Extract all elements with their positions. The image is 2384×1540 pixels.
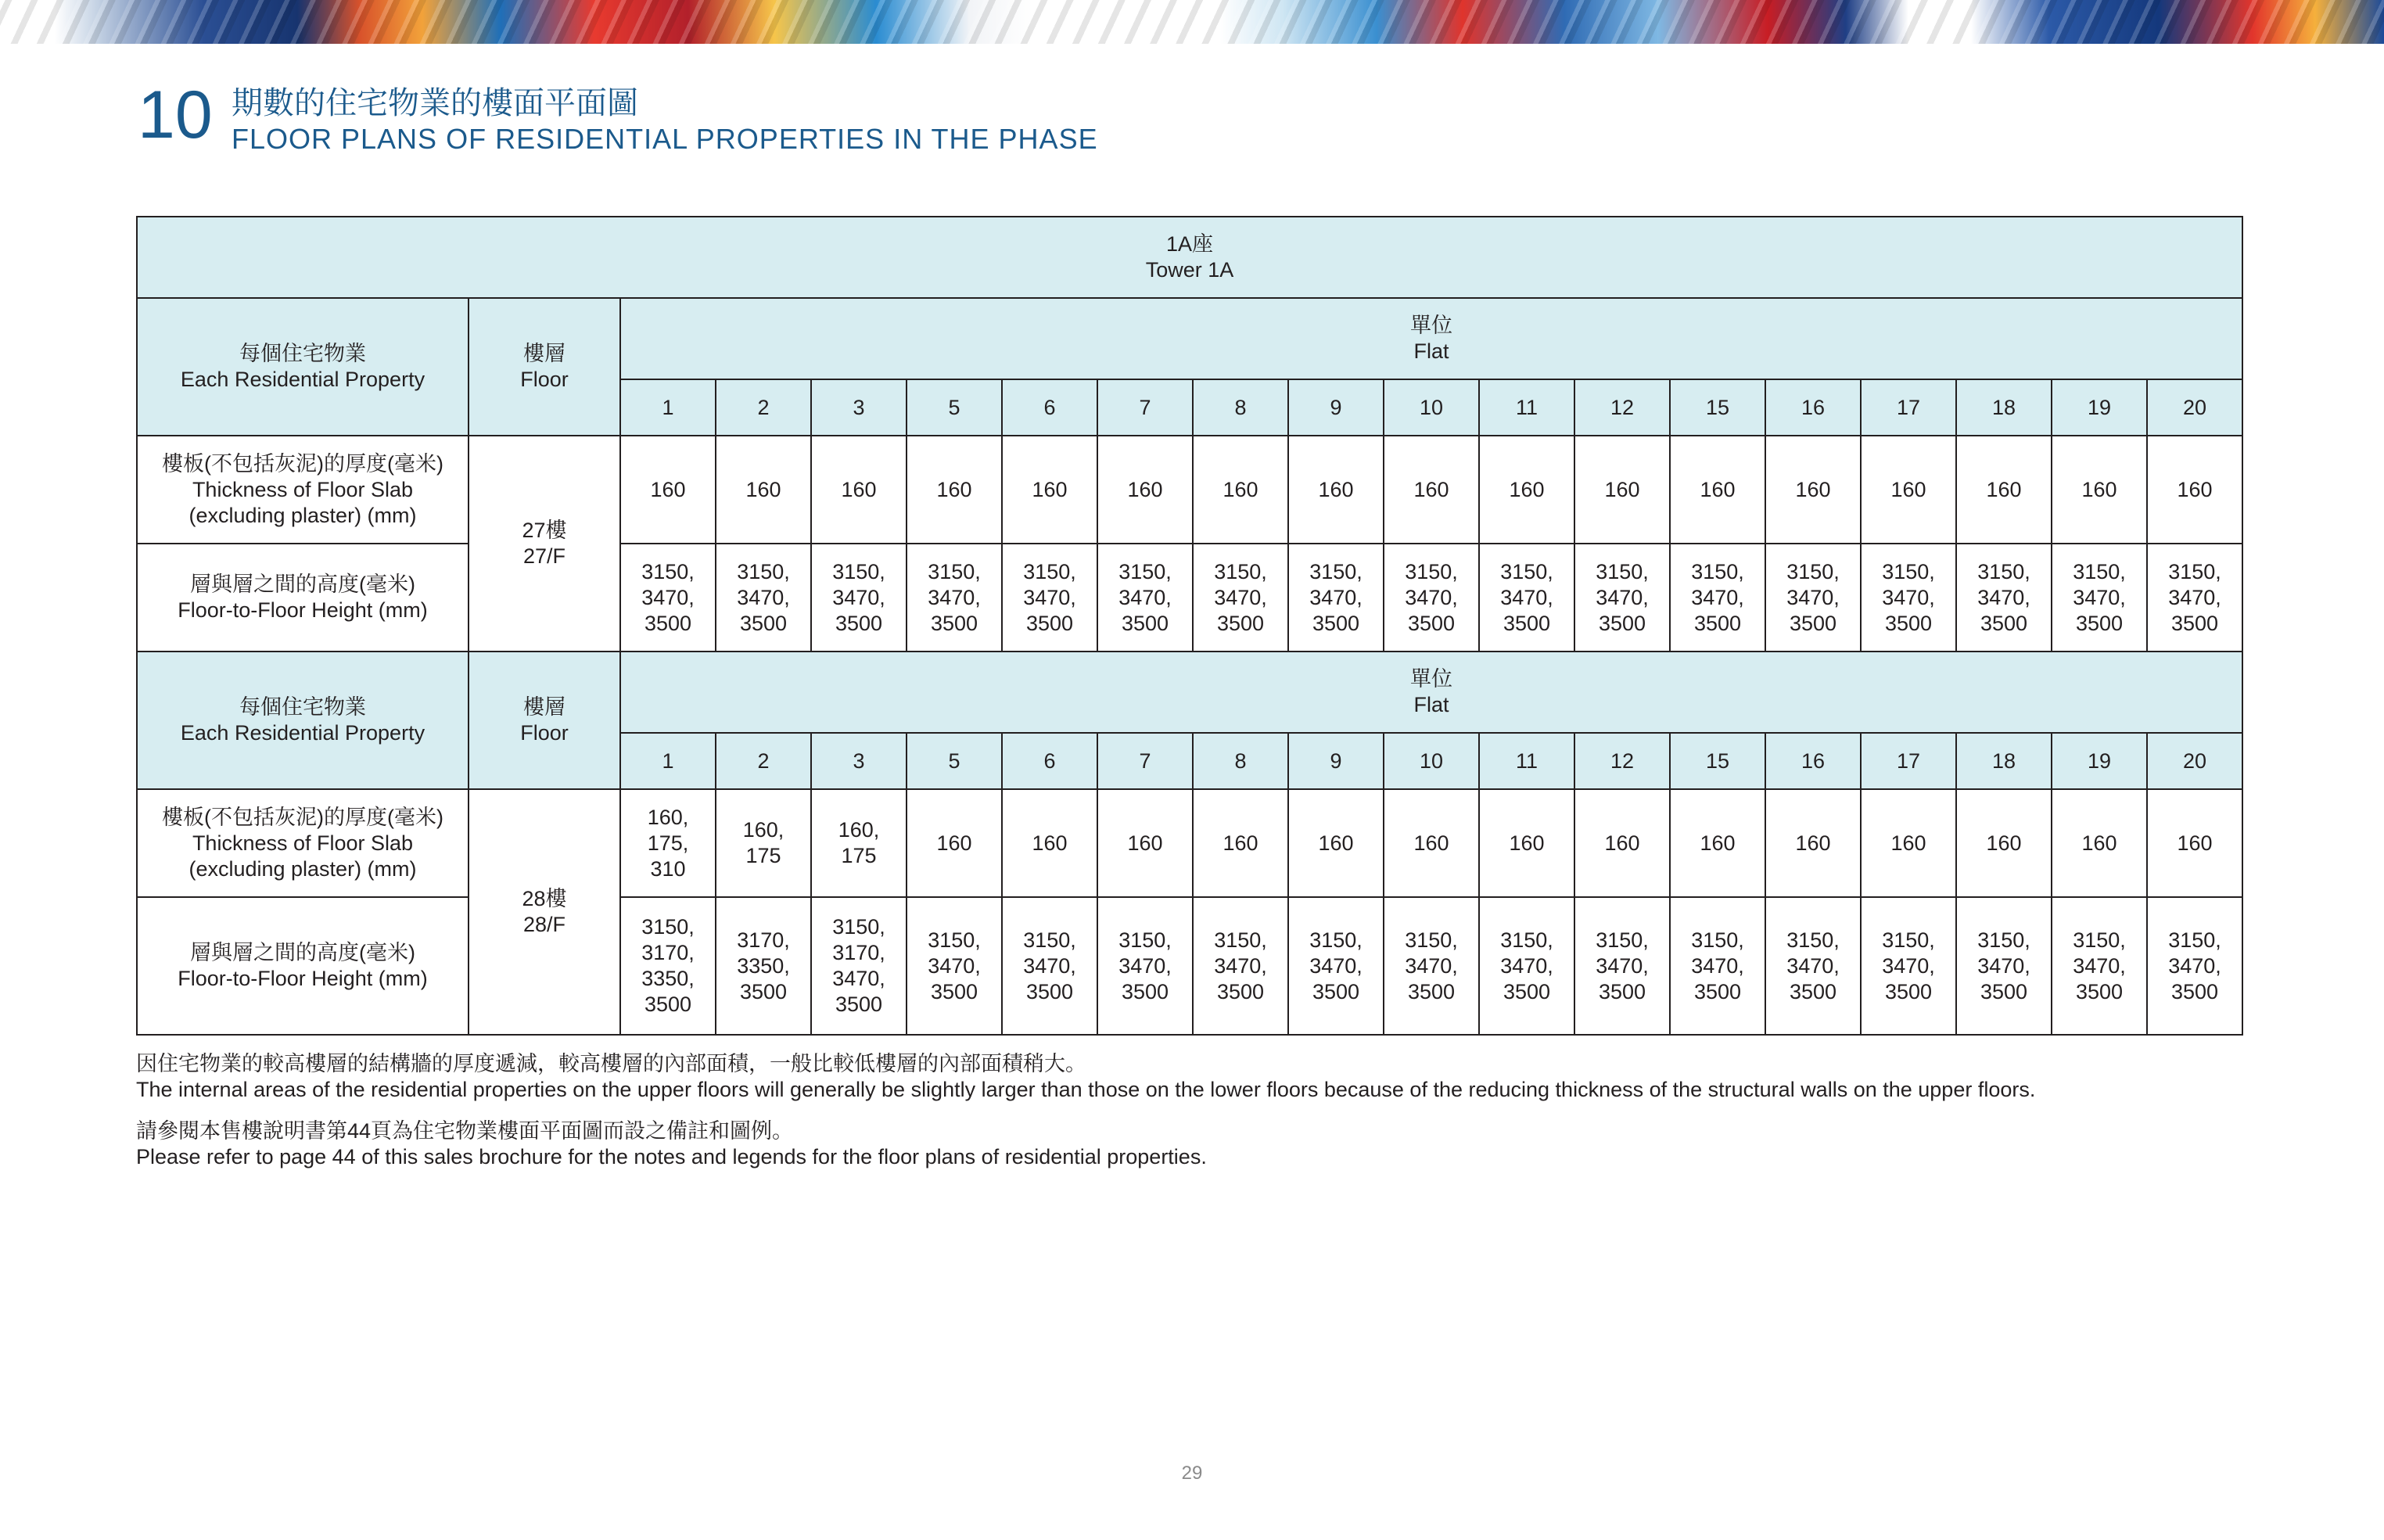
floor-height-cell: 3150, 3470, 3500 <box>907 544 1002 652</box>
note-2-en: Please refer to page 44 of this sales brochure for the notes and legends for the floor plans of residential properties. <box>136 1145 1207 1168</box>
slab-thickness-cell: 160 <box>1670 436 1765 544</box>
flat-number-header: 20 <box>2147 379 2242 436</box>
slab-thickness-cell: 160, 175, 310 <box>620 789 716 897</box>
slab-thickness-cell: 160 <box>1861 436 1956 544</box>
flat-number-header: 20 <box>2147 733 2242 789</box>
flat-number-header: 5 <box>907 379 1002 436</box>
page-title-chinese: 期數的住宅物業的樓面平面圖 <box>232 86 638 120</box>
slab-thickness-cell: 160 <box>1574 789 1670 897</box>
floor-cell <box>469 789 620 1035</box>
slab-thickness-cell: 160 <box>1002 436 1097 544</box>
flat-number-header: 17 <box>1861 733 1956 789</box>
floor-height-cell: 3150, 3470, 3500 <box>1097 544 1193 652</box>
floor-height-cell: 3150, 3470, 3500 <box>1479 897 1574 1035</box>
note-2-zh: 請參閱本售樓說明書第44頁為住宅物業樓面平面圖而設之備註和圖例。 <box>136 1119 794 1143</box>
floor-height-cell: 3150, 3470, 3500 <box>1479 544 1574 652</box>
slab-thickness-cell: 160 <box>620 436 716 544</box>
floor-height-cell: 3150, 3470, 3500 <box>1097 897 1193 1035</box>
slab-thickness-cell: 160 <box>1384 436 1479 544</box>
slab-thickness-cell: 160 <box>1097 436 1193 544</box>
height-label-en: Floor-to-Floor Height (mm) <box>178 967 428 990</box>
slab-label-en-1: Thickness of Floor Slab <box>192 477 414 501</box>
slab-thickness-cell: 160 <box>907 436 1002 544</box>
floor-height-cell: 3150, 3470, 3500 <box>1574 897 1670 1035</box>
slab-thickness-cell: 160 <box>1288 436 1384 544</box>
flat-number-header: 11 <box>1479 379 1574 436</box>
slab-thickness-cell: 160 <box>1193 436 1288 544</box>
floor-plan-table <box>136 216 2243 1036</box>
table-row <box>137 436 2242 544</box>
note-1-en: The internal areas of the residential properties on the upper floors will generally be slightly larger than those on the lower floors because of the reducing thickness of the structural walls on the upper floors. <box>136 1078 2036 1101</box>
page-title-english: FLOOR PLANS OF RESIDENTIAL PROPERTIES IN THE PHASE <box>232 123 1098 155</box>
slab-thickness-cell: 160 <box>2147 789 2242 897</box>
header-property-label-en: Each Residential Property <box>180 721 425 745</box>
floor-height-cell: 3150, 3470, 3500 <box>1384 544 1479 652</box>
header-floor <box>469 652 620 789</box>
flat-number-header: 5 <box>907 733 1002 789</box>
flat-number-header: 16 <box>1765 379 1861 436</box>
flat-number-header: 9 <box>1288 379 1384 436</box>
floor-height-cell: 3150, 3470, 3500 <box>1288 897 1384 1035</box>
note-internal-areas <box>136 1051 2248 1103</box>
floor-height-cell: 3150, 3470, 3500 <box>1956 897 2052 1035</box>
slab-thickness-cell: 160 <box>1670 789 1765 897</box>
tower-label-zh: 1A座 <box>1165 232 1214 256</box>
slab-thickness-cell: 160 <box>2147 436 2242 544</box>
row-label-slab <box>137 436 469 544</box>
flat-number-header: 8 <box>1193 733 1288 789</box>
flat-number-header: 2 <box>716 379 811 436</box>
floor-height-cell: 3150, 3470, 3500 <box>2147 897 2242 1035</box>
header-property-label-zh: 每個住宅物業 <box>239 695 366 719</box>
slab-thickness-cell: 160 <box>1288 789 1384 897</box>
floor-height-cell: 3150, 3470, 3500 <box>907 897 1002 1035</box>
slab-thickness-cell: 160, 175 <box>716 789 811 897</box>
floor-height-cell: 3150, 3470, 3500 <box>2052 544 2147 652</box>
floor-height-cell: 3150, 3170, 3350, 3500 <box>620 897 716 1035</box>
section-number: 10 <box>138 77 213 153</box>
floor-height-cell: 3150, 3470, 3500 <box>1861 897 1956 1035</box>
floor-height-cell: 3150, 3470, 3500 <box>1002 897 1097 1035</box>
slab-thickness-cell: 160 <box>1479 789 1574 897</box>
floor-height-cell: 3150, 3470, 3500 <box>1193 544 1288 652</box>
slab-thickness-cell: 160 <box>907 789 1002 897</box>
table-row <box>137 897 2242 1035</box>
decorative-banner <box>0 0 2384 44</box>
floor-height-cell: 3150, 3470, 3500 <box>1956 544 2052 652</box>
floor-height-cell: 3150, 3470, 3500 <box>1765 544 1861 652</box>
notes <box>136 1051 2248 1186</box>
row-label-height <box>137 544 469 652</box>
slab-label-en-2: (excluding plaster) (mm) <box>188 503 417 527</box>
floor-label-zh: 28樓 <box>522 887 567 910</box>
floor-label-en: 28/F <box>522 913 566 936</box>
header-property <box>137 652 469 789</box>
header-property-label-en: Each Residential Property <box>180 368 425 391</box>
flat-number-header: 11 <box>1479 733 1574 789</box>
slab-label-zh: 樓板(不包括灰泥)的厚度(毫米) <box>162 805 443 829</box>
floor-height-cell: 3150, 3470, 3500 <box>1002 544 1097 652</box>
flat-number-header: 12 <box>1574 733 1670 789</box>
header-flat <box>620 652 2242 733</box>
flat-number-header: 6 <box>1002 733 1097 789</box>
floor-height-cell: 3150, 3470, 3500 <box>1574 544 1670 652</box>
floor-height-cell: 3150, 3470, 3500 <box>620 544 716 652</box>
flat-number-header: 18 <box>1956 733 2052 789</box>
slab-thickness-cell: 160 <box>1861 789 1956 897</box>
flat-number-header: 19 <box>2052 733 2147 789</box>
flat-number-header: 6 <box>1002 379 1097 436</box>
height-label-zh: 層與層之間的高度(毫米) <box>190 573 415 596</box>
slab-thickness-cell: 160 <box>1574 436 1670 544</box>
slab-thickness-cell: 160 <box>1765 789 1861 897</box>
flat-number-header: 2 <box>716 733 811 789</box>
header-flat-label-en: Flat <box>1413 693 1449 716</box>
height-label-zh: 層與層之間的高度(毫米) <box>190 941 415 964</box>
header-flat-label-zh: 單位 <box>1410 667 1452 691</box>
table-row <box>137 544 2242 652</box>
flat-number-header: 7 <box>1097 733 1193 789</box>
height-label-en: Floor-to-Floor Height (mm) <box>178 598 428 622</box>
floor-cell <box>469 436 620 652</box>
floor-height-cell: 3150, 3470, 3500 <box>1193 897 1288 1035</box>
floor-label-en: 27/F <box>522 544 566 568</box>
header-property <box>137 298 469 436</box>
floor-height-cell: 3150, 3470, 3500 <box>2147 544 2242 652</box>
note-refer-page <box>136 1118 2248 1170</box>
floor-label-zh: 27樓 <box>522 519 567 542</box>
page-number: 29 <box>1181 1463 1203 1484</box>
slab-thickness-cell: 160 <box>1765 436 1861 544</box>
flat-number-header: 9 <box>1288 733 1384 789</box>
flat-number-header: 19 <box>2052 379 2147 436</box>
floor-height-cell: 3150, 3470, 3500 <box>1384 897 1479 1035</box>
row-label-height <box>137 897 469 1035</box>
note-1-zh: 因住宅物業的較高樓層的結構牆的厚度遞減，較高樓層的內部面積，一般比較低樓層的內部面積稍大。 <box>136 1052 1086 1075</box>
flat-number-header: 16 <box>1765 733 1861 789</box>
header-flat <box>620 298 2242 379</box>
floor-height-cell: 3170, 3350, 3500 <box>716 897 811 1035</box>
slab-thickness-cell: 160 <box>1479 436 1574 544</box>
floor-height-cell: 3150, 3470, 3500 <box>1861 544 1956 652</box>
slab-thickness-cell: 160 <box>2052 789 2147 897</box>
slab-thickness-cell: 160 <box>1384 789 1479 897</box>
floor-height-cell: 3150, 3470, 3500 <box>1765 897 1861 1035</box>
row-label-slab <box>137 789 469 897</box>
header-floor-label-en: Floor <box>520 368 569 391</box>
header-floor-label-en: Floor <box>520 721 569 745</box>
floor-height-cell: 3150, 3170, 3470, 3500 <box>811 897 907 1035</box>
floor-height-cell: 3150, 3470, 3500 <box>716 544 811 652</box>
flat-number-header: 8 <box>1193 379 1288 436</box>
table-row <box>137 789 2242 897</box>
floor-height-cell: 3150, 3470, 3500 <box>811 544 907 652</box>
floor-height-cell: 3150, 3470, 3500 <box>1670 897 1765 1035</box>
flat-number-header: 3 <box>811 733 907 789</box>
flat-number-header: 10 <box>1384 733 1479 789</box>
floor-height-cell: 3150, 3470, 3500 <box>1670 544 1765 652</box>
flat-number-header: 7 <box>1097 379 1193 436</box>
slab-thickness-cell: 160 <box>1097 789 1193 897</box>
slab-thickness-cell: 160 <box>2052 436 2147 544</box>
slab-label-en-1: Thickness of Floor Slab <box>192 831 414 855</box>
slab-label-zh: 樓板(不包括灰泥)的厚度(毫米) <box>162 451 443 476</box>
flat-number-header: 1 <box>620 379 716 436</box>
flat-number-header: 18 <box>1956 379 2052 436</box>
header-floor <box>469 298 620 436</box>
header-floor-label-zh: 樓層 <box>523 695 565 719</box>
slab-thickness-cell: 160 <box>1002 789 1097 897</box>
header-property-label-zh: 每個住宅物業 <box>239 342 366 365</box>
header-floor-label-zh: 樓層 <box>523 342 565 365</box>
flat-number-header: 15 <box>1670 379 1765 436</box>
flat-number-header: 10 <box>1384 379 1479 436</box>
floor-height-cell: 3150, 3470, 3500 <box>1288 544 1384 652</box>
slab-thickness-cell: 160, 175 <box>811 789 907 897</box>
header-flat-label-en: Flat <box>1413 339 1449 363</box>
tower-header <box>137 217 2242 298</box>
tower-label-en: Tower 1A <box>1145 258 1234 282</box>
slab-thickness-cell: 160 <box>1956 436 2052 544</box>
slab-thickness-cell: 160 <box>1956 789 2052 897</box>
flat-number-header: 15 <box>1670 733 1765 789</box>
flat-number-header: 1 <box>620 733 716 789</box>
slab-thickness-cell: 160 <box>1193 789 1288 897</box>
flat-number-header: 12 <box>1574 379 1670 436</box>
slab-thickness-cell: 160 <box>716 436 811 544</box>
floor-height-cell: 3150, 3470, 3500 <box>2052 897 2147 1035</box>
slab-label-en-2: (excluding plaster) (mm) <box>188 856 417 881</box>
flat-number-header: 3 <box>811 379 907 436</box>
header-flat-label-zh: 單位 <box>1410 314 1452 337</box>
slab-thickness-cell: 160 <box>811 436 907 544</box>
flat-number-header: 17 <box>1861 379 1956 436</box>
